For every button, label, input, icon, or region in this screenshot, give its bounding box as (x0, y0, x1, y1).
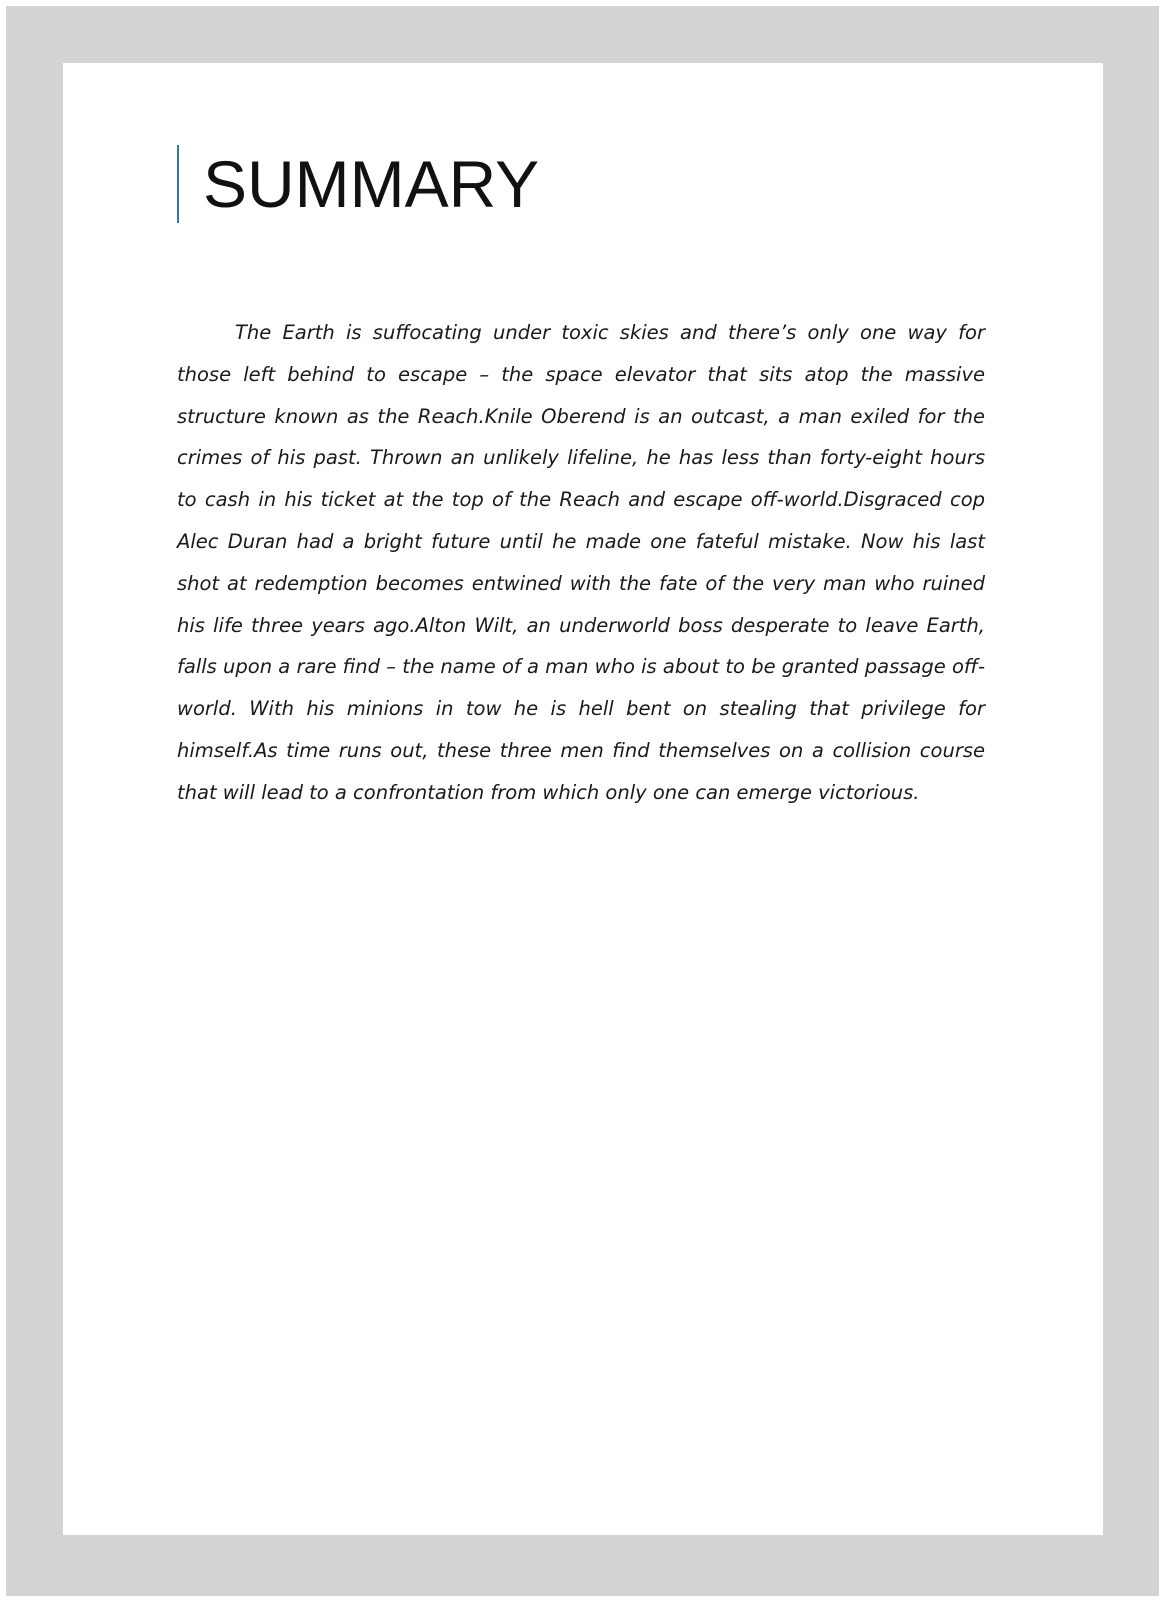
page-frame (6, 6, 1159, 1596)
title-block (177, 145, 539, 223)
page-title: SUMMARY (203, 147, 540, 221)
document-page (63, 63, 1103, 1535)
summary-paragraph: The Earth is suffocating under toxic skies and there’s only one way for those left behind to escape – the space elevator that sits atop the massive structure known as the Reach.Knile Oberend is an outcast, a man exiled for the crimes of his past. Thrown an unlikely lifeline, he has less than forty-eight hours to cash in his ticket at the top of the Reach and escape off-world.Disgraced cop Alec Duran had a bright future until he made one fateful mistake. Now his last shot at redemption becomes entwined with the fate of the very man who ruined his life three years ago.Alton Wilt, an underworld boss desperate to leave Earth, falls upon a rare find – the name of a man who is about to be granted passage off-world. With his minions in tow he is hell bent on stealing that privilege for himself.As time runs out, these three men find themselves on a collision course that will lead to a confrontation from which only one can emerge victorious. (177, 321, 985, 804)
